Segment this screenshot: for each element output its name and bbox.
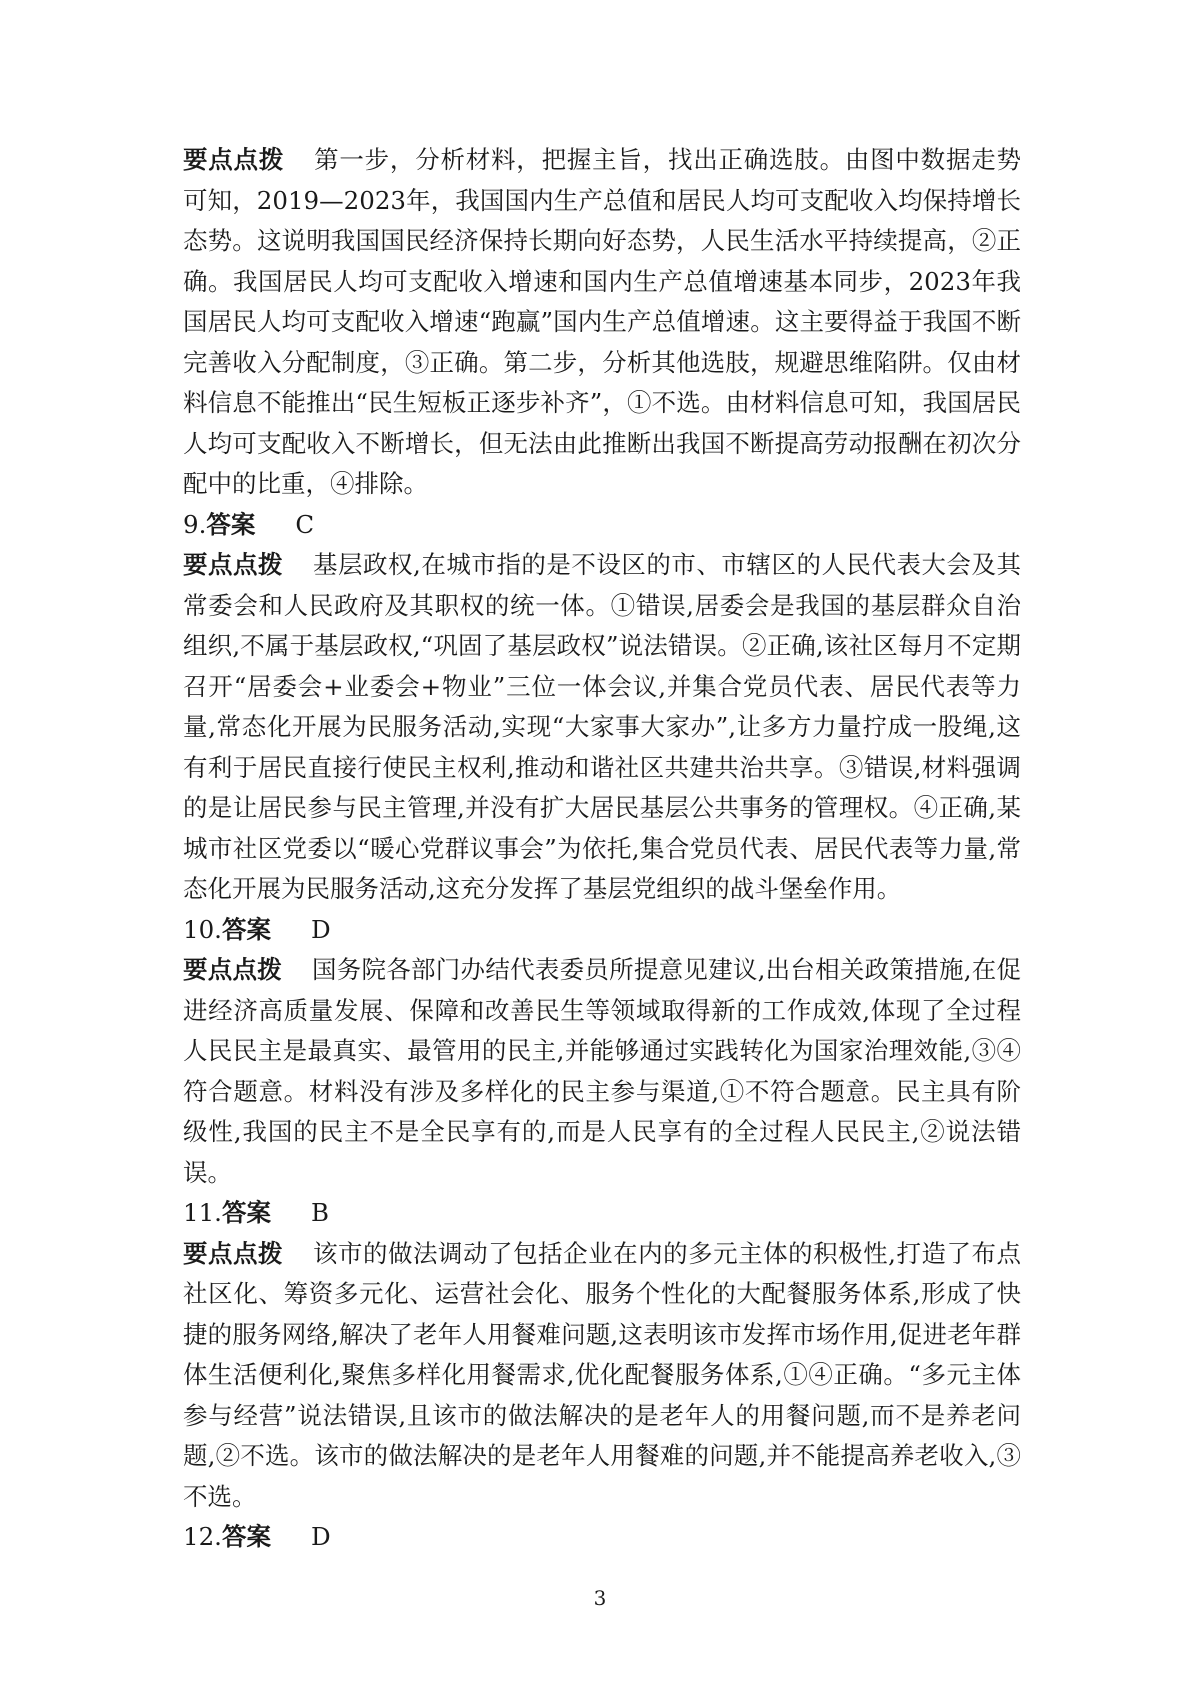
explanation-text: 第一步，分析材料，把握主旨，找出正确选肢。由图中数据走势可知，2019—2023年，我国国内生产总值和居民人均可支配收入均保持增长态势。这说明我国国民经济保持长期向好态势，人民生活水平持续提高，②正确。我国居民人均可支配收入增速和国内生产总值增速基本同步，2023年我国居民人均可支配收入增速“跑赢”国内生产总值增速。这主要得益于我国不断完善收入分配制度，③正确。第二步，分析其他选肢，规避思维陷阱。仅由材料信息不能推出“民生短板正逐步补齐”，①不选。由材料信息可知，我国居民人均可支配收入不断增长，但无法由此推断出我国不断提高劳动报酬在初次分配中的比重，④排除。: [183, 145, 1022, 498]
answer-value: C: [295, 509, 315, 539]
explanation-paragraph: [183, 545, 1021, 910]
explanation-paragraph: [183, 140, 1021, 505]
document-body: [183, 140, 1021, 1558]
page-number: 3: [593, 1586, 607, 1610]
question-number: 12.: [183, 1522, 222, 1551]
answer-line: [183, 1193, 1021, 1234]
answer-line: [183, 1517, 1021, 1558]
answer-value: D: [310, 1522, 331, 1551]
answer-label: 答案: [206, 509, 256, 539]
explanation-label: 要点点拨: [183, 1238, 284, 1268]
answer-label: 答案: [221, 1198, 271, 1227]
explanation-paragraph: [183, 950, 1021, 1193]
question-number: 10.: [183, 914, 222, 944]
answer-value: D: [310, 914, 331, 944]
question-number: 9.: [183, 509, 207, 539]
answer-line: [183, 910, 1021, 951]
explanation-text: 国务院各部门办结代表委员所提意见建议,出台相关政策措施,在促进经济高质量发展、保障和改善民生等领域取得新的工作成效,体现了全过程人民民主是最真实、最管用的民主,并能够通过实践转化为国家治理效能,③④符合题意。材料没有涉及多样化的民主参与渠道,①不符合题意。民主具有阶级性,我国的民主不是全民享有的,而是人民享有的全过程人民民主,②说法错误。: [183, 955, 1022, 1187]
explanation-paragraph: [183, 1234, 1021, 1518]
explanation-label: 要点点拨: [183, 145, 285, 174]
explanation-label: 要点点拨: [183, 550, 284, 579]
answer-line: [183, 505, 1021, 546]
answer-label: 答案: [221, 1522, 271, 1551]
answer-label: 答案: [221, 914, 271, 944]
explanation-text: 该市的做法调动了包括企业在内的多元主体的积极性,打造了布点社区化、筹资多元化、运营社会化、服务个性化的大配餐服务体系,形成了快捷的服务网络,解决了老年人用餐难问题,这表明该市发挥市场作用,促进老年群体生活便利化,聚焦多样化用餐需求,优化配餐服务体系,①④正确。“多元主体参与经营”说法错误,且该市的做法解决的是老年人的用餐问题,而不是养老问题,②不选。该市的做法解决的是老年人用餐难的问题,并不能提高养老收入,③不选。: [183, 1238, 1021, 1511]
question-number: 11.: [183, 1198, 222, 1227]
explanation-text: 基层政权,在城市指的是不设区的市、市辖区的人民代表大会及其常委会和人民政府及其职权的统一体。①错误,居委会是我国的基层群众自治组织,不属于基层政权,“巩固了基层政权”说法错误。②正确,该社区每月不定期召开“居委会+业委会+物业”三位一体会议,并集合党员代表、居民代表等力量,常态化开展为民服务活动,实现“大家事大家办”,让多方力量拧成一股绳,这有利于居民直接行使民主权利,推动和谐社区共建共治共享。③错误,材料强调的是让居民参与民主管理,并没有扩大居民基层公共事务的管理权。④正确,某城市社区党委以“暖心党群议事会”为依托,集合党员代表、居民代表等力量,常态化开展为民服务活动,这充分发挥了基层党组织的战斗堡垒作用。: [183, 550, 1021, 903]
explanation-label: 要点点拨: [183, 955, 283, 984]
answer-value: B: [310, 1198, 329, 1227]
